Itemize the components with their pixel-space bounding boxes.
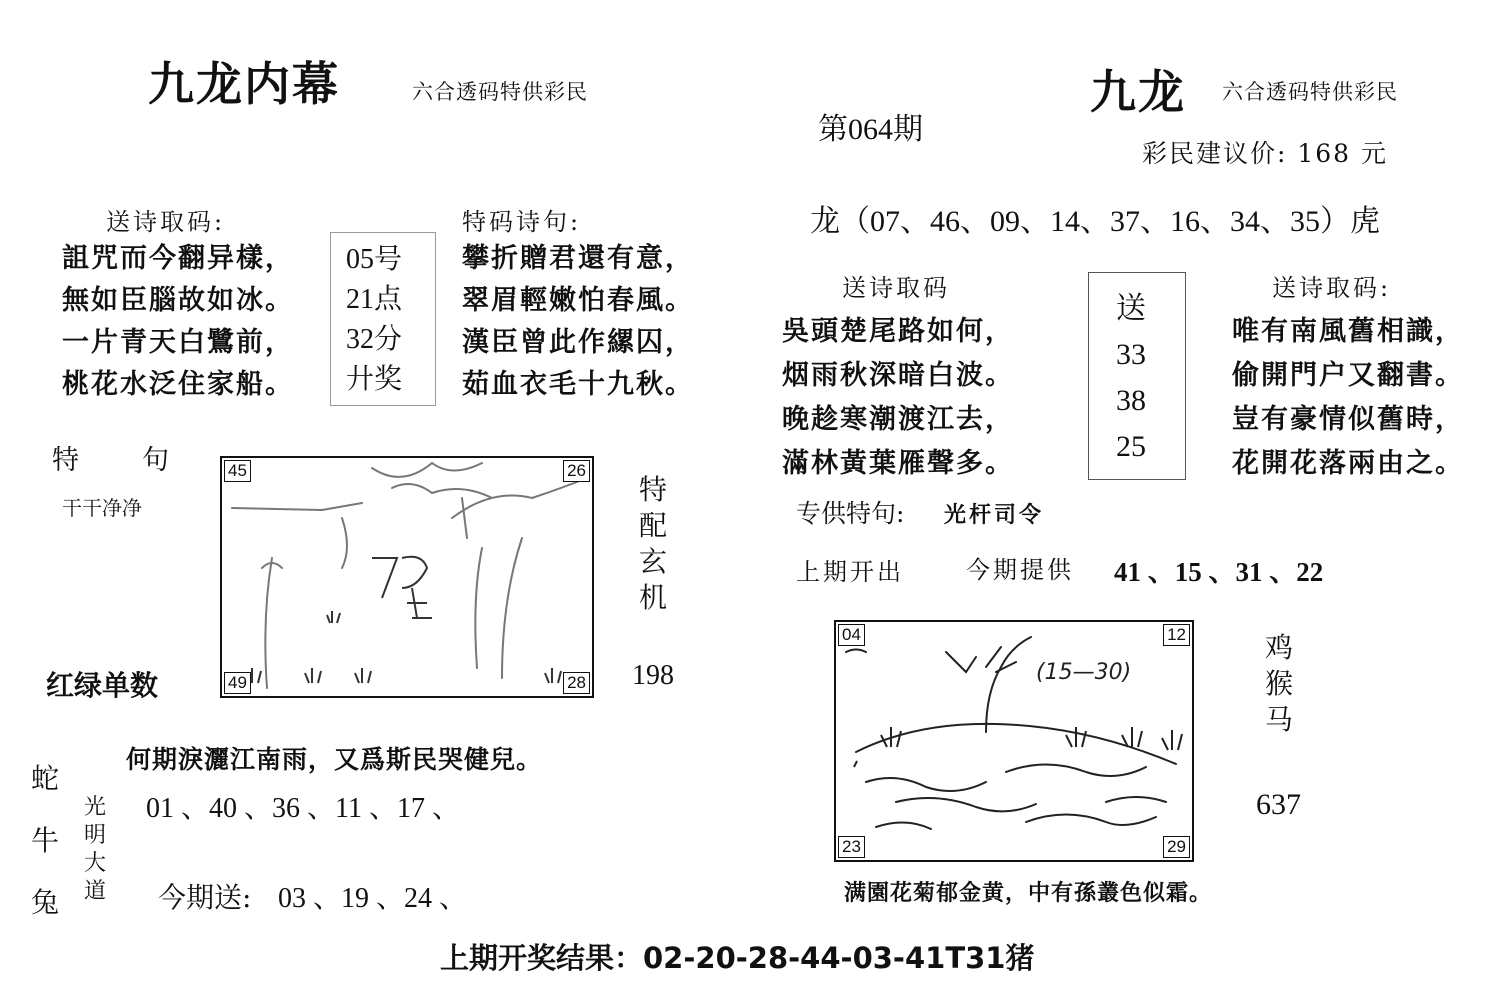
vertical-char: 鸡 [1264,631,1293,664]
phrase-text: 干干净净 [62,496,142,520]
left-poem [62,238,294,406]
vertical-char: 配 [638,509,667,542]
suggested-price: 彩民建议价: 168 元 [1142,139,1389,168]
poem-line: 漢臣曾此作縲囚， [462,327,694,358]
poem-line: 唯有南風舊相識， [1232,316,1464,347]
right-poem-label-b: 送诗取码: [1272,274,1392,302]
last-result: 上期开奖结果：02-20-28-44-03-41T31猪 [440,941,1035,975]
road-numbers: 01 、40 、36 、11 、17 、 [146,793,460,824]
left-zodiac-vertical [28,748,62,934]
right-title: 九龙 [1090,65,1186,119]
last-period-label: 上期开出 [796,558,904,586]
right-sketch-drawing [836,622,1192,860]
code-item: 廾奖 [346,364,403,395]
vertical-char: 道 [83,879,106,904]
right-sketch-image [834,620,1194,862]
corner-number: 26 [563,460,590,482]
center-code-list [346,240,402,400]
issue-number: 第064期 [818,113,923,146]
code-item: 32分 [346,324,403,355]
vertical-char: 兔 [30,886,59,919]
phrase-label: 特 句 [52,445,172,476]
dragon-tiger-line: 龙（07、46、09、14、37、16、34、35）虎 [810,205,1380,238]
right-caption: 满園花菊郁金黄，中有孫叢色似霜。 [844,880,1213,906]
special-poem [462,238,694,406]
vertical-char: 光 [83,795,106,820]
left-subtitle: 六合透码特供彩民 [412,80,588,104]
left-verse: 何期淚灑江南雨，又爲斯民哭健兒。 [126,745,543,774]
poem-line: 詛咒而今翻异樣， [62,243,294,274]
poem-line: 桃花水泛住家船。 [62,369,294,400]
poem-line: 翠眉輕嫩怕春風。 [462,285,694,316]
send-item: 33 [1116,338,1146,371]
vertical-char: 特 [638,473,667,506]
poem-line: 烟雨秋深暗白波。 [782,360,1014,391]
corner-number: 29 [1163,836,1190,858]
poem-line: 滿林黃葉雁聲多。 [782,448,1014,479]
poem-line: 一片青天白鷺前， [62,327,294,358]
right-poem-b [1232,310,1464,486]
right-zodiac-vertical [1262,630,1296,738]
poem-line: 偷開門户又翻書。 [1232,360,1464,391]
special-phrase-label: 专供特句: [796,499,905,528]
code-item: 21点 [346,284,403,315]
send-label: 今期送: [158,881,252,914]
send-numbers: 03 、19 、24 、 [278,883,468,914]
corner-number: 28 [563,672,590,694]
left-poem-label: 送诗取码: [106,208,226,236]
send-item: 25 [1116,430,1146,463]
send-box-list [1116,286,1146,470]
this-period-numbers: 41 、15 、31 、22 [1114,557,1324,587]
corner-number: 45 [224,460,251,482]
left-sketch-image [220,456,594,698]
vertical-char: 机 [638,581,667,614]
corner-number: 49 [224,672,251,694]
special-poem-label: 特码诗句: [462,208,582,236]
poem-line: 花開花落兩由之。 [1232,448,1464,479]
left-sketch-drawing [222,458,592,696]
poem-line: 無如臣腦故如冰。 [62,285,294,316]
poem-line: 晚趁寒潮渡江去， [782,404,1014,435]
side-vertical-text [636,472,670,616]
poem-line: 攀折贈君還有意， [462,243,694,274]
corner-number: 12 [1163,624,1190,646]
right-subtitle: 六合透码特供彩民 [1222,80,1398,104]
corner-number: 23 [838,836,865,858]
left-title: 九龙内幕 [148,57,340,111]
vertical-char: 明 [83,823,106,848]
road-vertical [82,794,108,906]
sketch-note: (15—30) [1036,660,1132,685]
vertical-char: 蛇 [30,762,59,795]
send-item: 送 [1116,292,1146,325]
code-item: 05号 [346,244,403,275]
vertical-char: 猴 [1264,667,1293,700]
poem-line: 豈有豪情似舊時， [1232,404,1464,435]
vertical-char: 马 [1264,703,1293,736]
poem-line: 吳頭楚尾路如何， [782,316,1014,347]
right-zodiac-value: 637 [1256,788,1301,821]
right-poem-label-a: 送诗取码 [842,274,950,302]
vertical-char: 大 [83,851,106,876]
send-item: 38 [1116,384,1146,417]
corner-number: 04 [838,624,865,646]
vertical-char: 玄 [638,545,667,578]
poem-line: 茹血衣毛十九秋。 [462,369,694,400]
red-green-value: 198 [632,660,674,691]
vertical-char: 牛 [30,824,59,857]
red-green-label: 红绿单数 [46,669,159,702]
this-period-label: 今期提供 [966,556,1074,584]
right-poem-a [782,310,1014,486]
special-phrase: 光杆司令 [944,502,1045,528]
